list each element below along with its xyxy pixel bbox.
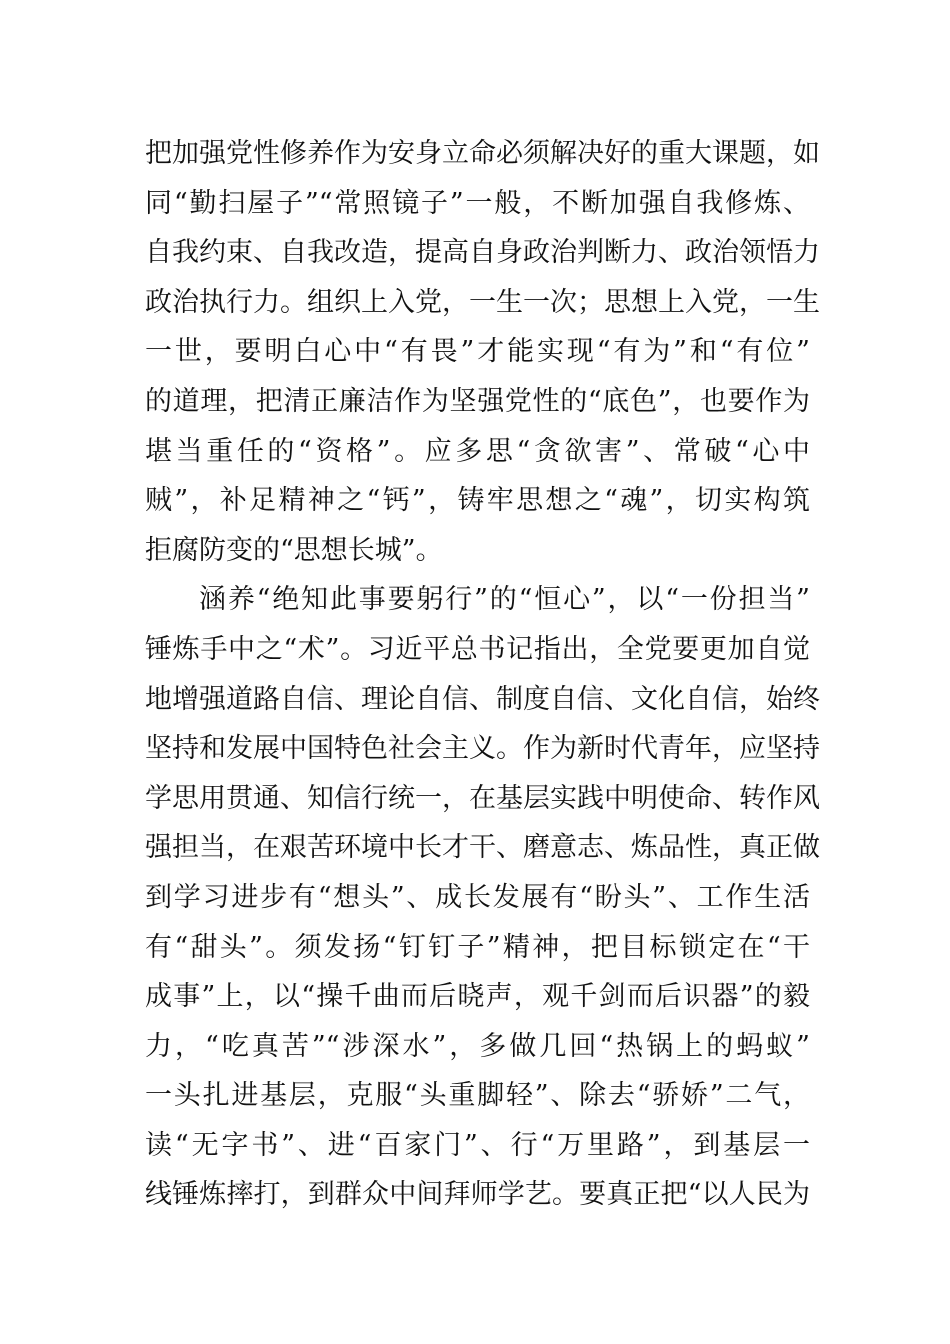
text-line: 拒腐防变的“思想长城”。: [145, 534, 443, 566]
text-line: 同“勤扫屋子”“常照镜子”一般，不断加强自我修炼、: [145, 187, 810, 219]
text-line: 到学习进步有“想头”、成长发展有“盼头”、工作生活: [145, 881, 810, 913]
text-line: 政治执行力。组织上入党，一生一次；思想上入党，一生: [145, 286, 820, 318]
text-line: 有“甜头”。须发扬“钉钉子”精神，把目标锁定在“干: [145, 931, 810, 963]
text-line: 地增强道路自信、理论自信、制度自信、文化自信，始终: [145, 683, 820, 715]
text-line: 一世，要明白心中“有畏”才能实现“有为”和“有位”: [145, 336, 810, 368]
text-line: 一头扎进基层，克服“头重脚轻”、除去“骄娇”二气，: [145, 1080, 810, 1112]
text-line: 读“无字书”、进“百家门”、行“万里路”，到基层一: [145, 1129, 810, 1161]
text-line: 学思用贯通、知信行统一，在基层实践中明使命、转作风: [145, 782, 820, 814]
text-line: 坚持和发展中国特色社会主义。作为新时代青年，应坚持: [145, 733, 820, 765]
text-line: 力，“吃真苦”“涉深水”，多做几回“热锅上的蚂蚁”: [145, 1030, 810, 1062]
text-line: 堪当重任的“资格”。应多思“贪欲害”、常破“心中: [145, 435, 810, 467]
text-line: 把加强党性修养作为安身立命必须解决好的重大课题，如: [145, 138, 820, 169]
paragraph-1: [145, 129, 820, 575]
paragraph-2: [145, 575, 820, 1220]
text-line: 自我约束、自我改造，提高自身政治判断力、政治领悟力: [145, 237, 820, 269]
text-line: 贼”，补足精神之“钙”，铸牢思想之“魂”，切实构筑: [145, 485, 810, 517]
text-line: 涵养“绝知此事要躬行”的“恒心”，以“一份担当”: [199, 584, 810, 616]
text-line: 成事”上，以“操千曲而后晓声，观千剑而后识器”的毅: [145, 981, 810, 1013]
text-line: 强担当，在艰苦环境中长才干、磨意志、炼品性，真正做: [145, 832, 820, 864]
text-line: 线锤炼摔打，到群众中间拜师学艺。要真正把“以人民为: [145, 1179, 810, 1211]
document-body: [145, 129, 820, 1220]
text-line: 的道理，把清正廉洁作为坚强党性的“底色”，也要作为: [145, 385, 810, 417]
text-line: 锤炼手中之“术”。习近平总书记指出，全党要更加自觉: [145, 633, 810, 665]
